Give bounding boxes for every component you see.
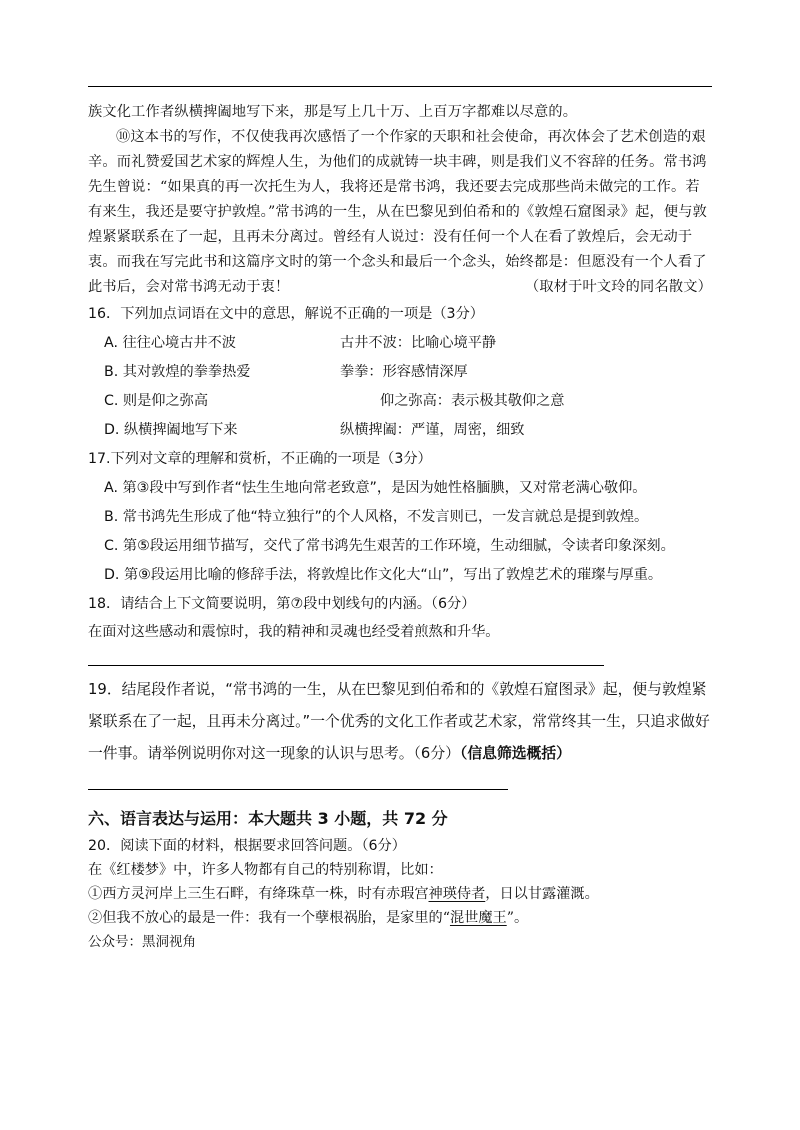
exam-page [88,100,712,954]
passage [88,100,712,300]
q20-item-2-post: ”。 [506,910,529,926]
question-19 [88,674,712,802]
q16-option-c [88,387,712,416]
footer-account: 公众号：黑洞视角 [88,934,196,950]
q20-item-1 [88,882,712,906]
section-6-heading: 六、语言表达与运用：本大题共 3 小题，共 72 分 [88,809,448,828]
question-17 [88,445,712,590]
q16-option-b-term: B. 其对敦煌的拳拳热爱 [104,364,251,380]
q16-option-c-explanation: 仰之弥高：表示极其敬仰之意 [380,393,565,409]
source-note: （取材于叶文玲的同名散文） [524,279,712,295]
question-16 [88,300,712,445]
q16-option-d-explanation: 纵横捭阖：严谨，周密，细致 [340,422,525,438]
q16-option-b [88,358,712,387]
q16-option-c-term: C. 则是仰之弥高 [104,393,209,409]
q20-item-2 [88,906,712,930]
q16-option-d [88,416,712,445]
q18-quoted-sentence: 在面对这些感动和震惊时，我的精神和灵魂也经受着煎熬和升华。 [88,624,500,640]
passage-paragraph-10 [88,125,712,300]
q20-item-2-pre: ②但我不放心的最是一件：我有一个孽根祸胎，是家里的“ [88,910,450,926]
q19-tag: （信息筛选概括） [459,745,571,762]
q17-option-c: C. 第⑤段运用细节描写，交代了常书鸿先生艰苦的工作环境，生动细腻，令读者印象深刻。 [104,538,675,554]
q17-option-a: A. 第③段中写到作者“怯生生地向常老致意”，是因为她性格腼腆，又对常老满心敬仰。 [104,480,647,496]
paragraph-10-text: ⑩这本书的写作，不仅使我再次感悟了一个作家的天职和社会使命，再次体会了艺术创造的艰辛。而礼赞爱国艺术家的辉煌人生，为他们的成就铸一块丰碑，则是我们义不容辞的任务。常书鸿先生曾说：“如果真的再一次托生为人，我将还是常书鸿，我还要去完成那些尚未做完的工作。若有来生，我还是要守护敦煌。”常书鸿的一生，从在巴黎见到伯希和的《敦煌石窟图录》起，便与敦煌紧紧联系在了一起，且再未分离过。曾经有人说过：没有任何一个人在看了敦煌后，会无动于衷。而我在写完此书和这篇序文时的第一个念头和最后一个念头，始终都是：但愿没有一个人看了此书后，会对常书鸿无动于衷！ [88,129,708,295]
header-rule [88,86,712,87]
q20-item-1-pre: ①西方灵河岸上三生石畔，有绛珠草一株，时有赤瑕宫 [88,886,429,902]
q17-option-b: B. 常书鸿先生形成了他“特立独行”的个人风格，不发言则已，一发言就总是提到敦煌。 [104,509,649,525]
q20-item-1-underlined: 神瑛侍者 [428,886,486,902]
q17-stem: 17.下列对文章的理解和赏析，不正确的一项是（3分） [88,451,432,467]
q20-intro: 在《红楼梦》中，许多人物都有自己的特别称谓，比如： [88,862,443,878]
q20-item-2-underlined: 混世魔王 [449,910,507,926]
q16-option-a [88,329,712,358]
q20-stem: 20．阅读下面的材料，根据要求回答问题。（6分） [88,838,406,854]
q17-option-d: D. 第⑨段运用比喻的修辞手法，将敦煌比作文化大“山”，写出了敦煌艺术的璀璨与厚重。 [104,567,663,583]
q19-body: 19．结尾段作者说，“常书鸿的一生，从在巴黎见到伯希和的《敦煌石窟图录》起，便与敦煌紧紧联系在了一起，且再未分离过。”一个优秀的文化工作者或艺术家，常常终其一生，只追求做好一件事。请举例说明你对这一现象的认识与思考。（6分） [88,681,710,762]
q16-option-a-term: A. 往往心境古井不波 [104,335,236,351]
q19-answer-line[interactable] [88,775,508,790]
q16-option-d-term: D. 纵横捭阖地写下来 [104,422,238,438]
q19-text [88,674,712,802]
q18-stem: 18．请结合上下文简要说明，第⑦段中划线句的内涵。（6分） [88,596,476,612]
q16-option-b-explanation: 拳拳：形容感情深厚 [340,364,468,380]
question-18 [88,590,712,666]
q16-stem: 16．下列加点词语在文中的意思，解说不正确的一项是（3分） [88,306,484,322]
q16-option-a-explanation: 古井不波：比喻心境平静 [340,335,497,351]
q20-item-1-post: ，日以甘露灌溉。 [485,886,599,902]
q18-answer-line[interactable] [88,665,604,666]
question-20 [88,834,712,930]
passage-line-top: 族文化工作者纵横捭阖地写下来，那是写上几十万、上百万字都难以尽意的。 [88,104,578,120]
